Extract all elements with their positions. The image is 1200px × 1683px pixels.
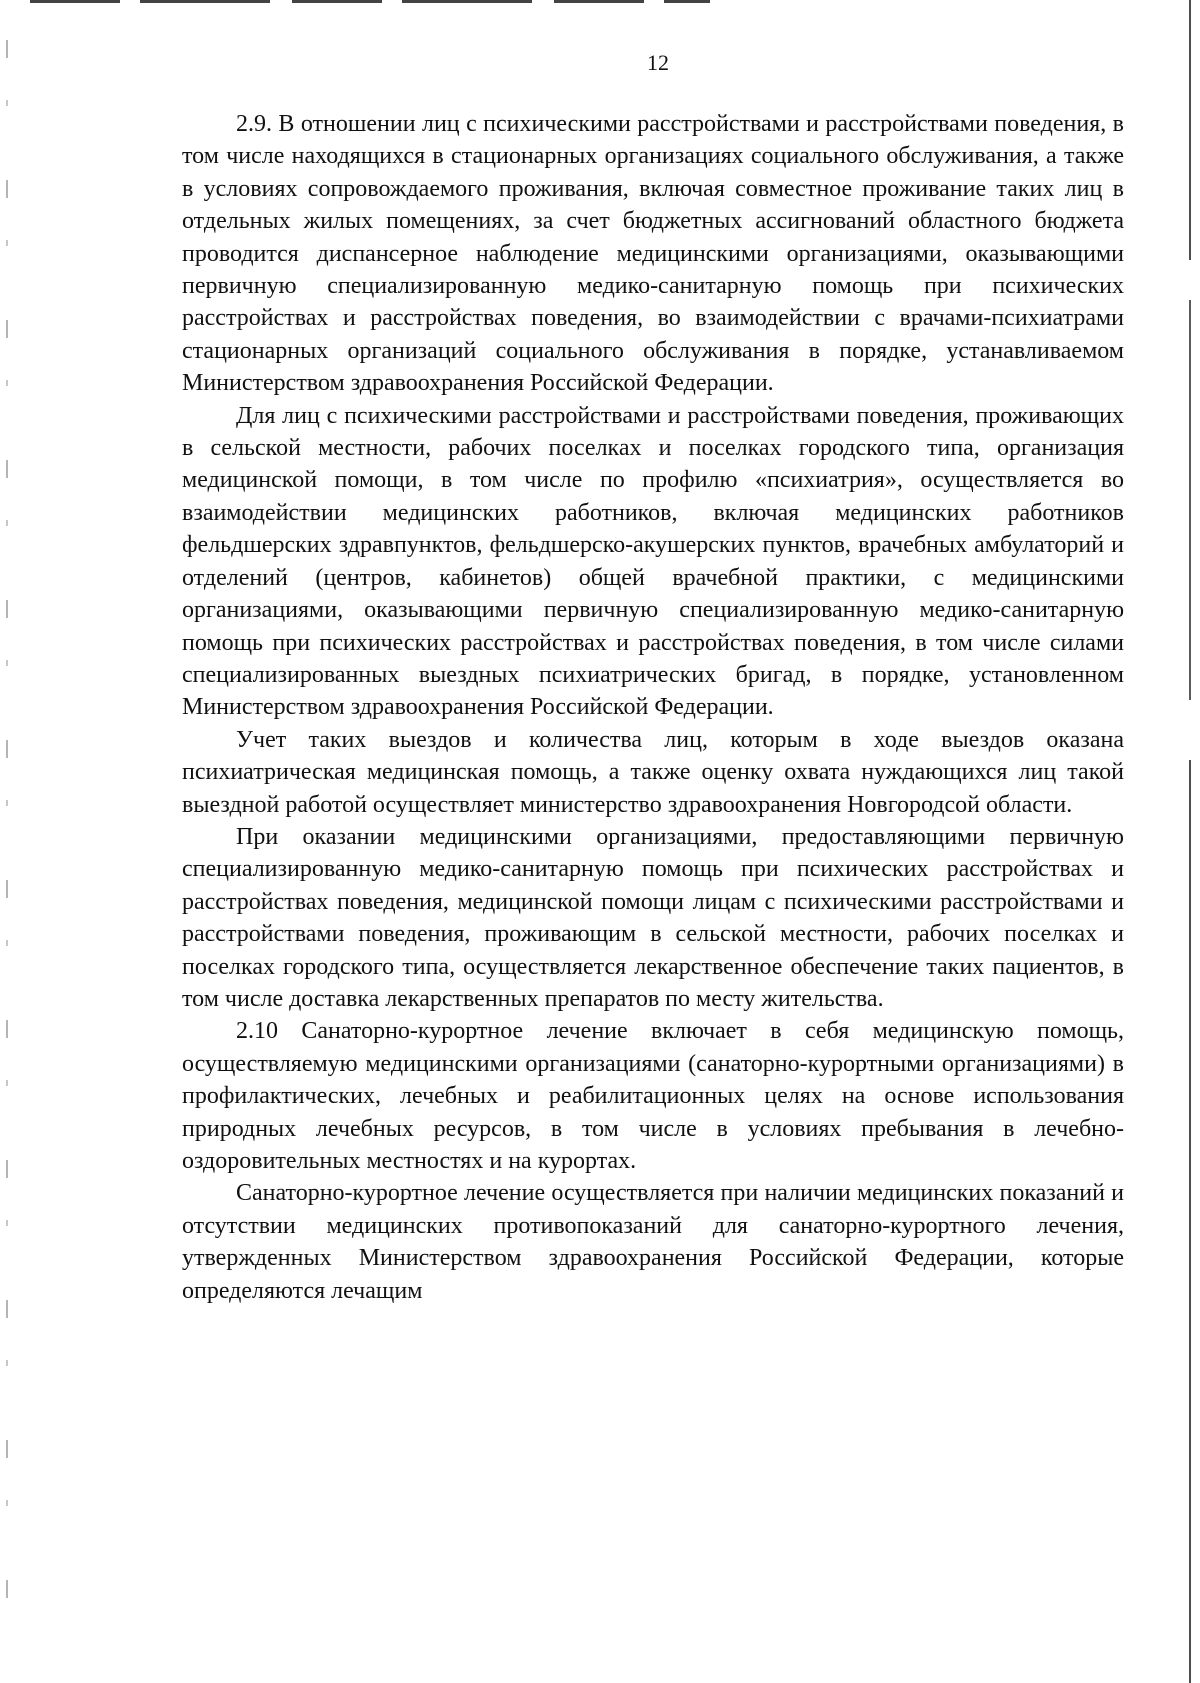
paragraph-sanatorium-treatment: Санаторно-курортное лечение осуществляется при наличии медицинских показаний и отсутствии медицинских противопоказаний для санаторно-курортного лечения, утвержденных Министерством здравоохранения Российской Федерации, которые определяются лечащим	[182, 1180, 1124, 1304]
scan-left-edge-artifact	[6, 40, 8, 1640]
paragraph-drug-provision: При оказании медицинскими организациями, предоставляющими первичную специализированную медико-санитарную помощь при психических расстройствах и расстройствах поведения, медицинской помощи лицам с психическими расстройствами и расстройствами поведения, проживающим в сельской местности, рабочих поселках и поселках городского типа, осуществляется лекарственное обеспечение таких пациентов, в том числе доставка лекарственных препаратов по месту жительства.	[182, 823, 1124, 1012]
paragraph-visit-accounting: Учет таких выездов и количества лиц, которым в ходе выездов оказана психиатрическая медицинская помощь, а также оценку охвата нуждающихся лиц такой выездной работой осуществляет министерство здравоохранения Новгородсой области.	[182, 726, 1124, 818]
paragraph-rural-psychiatric-care: Для лиц с психическими расстройствами и расстройствами поведения, проживающих в сельской местности, рабочих поселках и поселках городского типа, организация медицинской помощи, в том числе по профилю «психиатрия», осуществляется во взаимодействии медицинских работников, включая медицинских работников фельдшерских здравпунктов, фельдшерско-акушерских пунктов, врачебных амбулаторий и отделений (центров, кабинетов) общей врачебной практики, с медицинскими организациями, оказывающими первичную специализированную медико-санитарную помощь при психических расстройствах и расстройствах поведения, в том числе силами специализированных выездных психиатрических бригад, в порядке, установленном Министерством здравоохранения Российской Федерации.	[182, 402, 1124, 721]
page-number: 12	[647, 50, 669, 75]
scan-right-edge-artifact	[1189, 0, 1191, 1683]
paragraph-2-10: 2.10 Санаторно-курортное лечение включает в себя медицинскую помощь, осуществляемую медицинскими организациями (санаторно-курортными организациями) в профилактических, лечебных и реабилитационных целях на основе использования природных лечебных ресурсов, в том числе в условиях пребывания в лечебно-оздоровительных местностях и на курортах.	[182, 1018, 1124, 1174]
document-body	[182, 108, 1124, 1307]
paragraph-2-9: 2.9. В отношении лиц с психическими расстройствами и расстройствами поведения, в том числе находящихся в стационарных организациях социального обслуживания, а также в условиях сопровождаемого проживания, включая совместное проживание таких лиц в отдельных жилых помещениях, за счет бюджетных ассигнований областного бюджета проводится диспансерное наблюдение медицинскими организациями, оказывающими первичную специализированную медико-санитарную помощь при психических расстройствах и расстройствах поведения, во взаимодействии с врачами-психиатрами стационарных организаций социального обслуживания в порядке, устанавливаемом Министерством здравоохранения Российской Федерации.	[182, 111, 1124, 397]
scan-top-edge-artifact	[30, 0, 710, 3]
